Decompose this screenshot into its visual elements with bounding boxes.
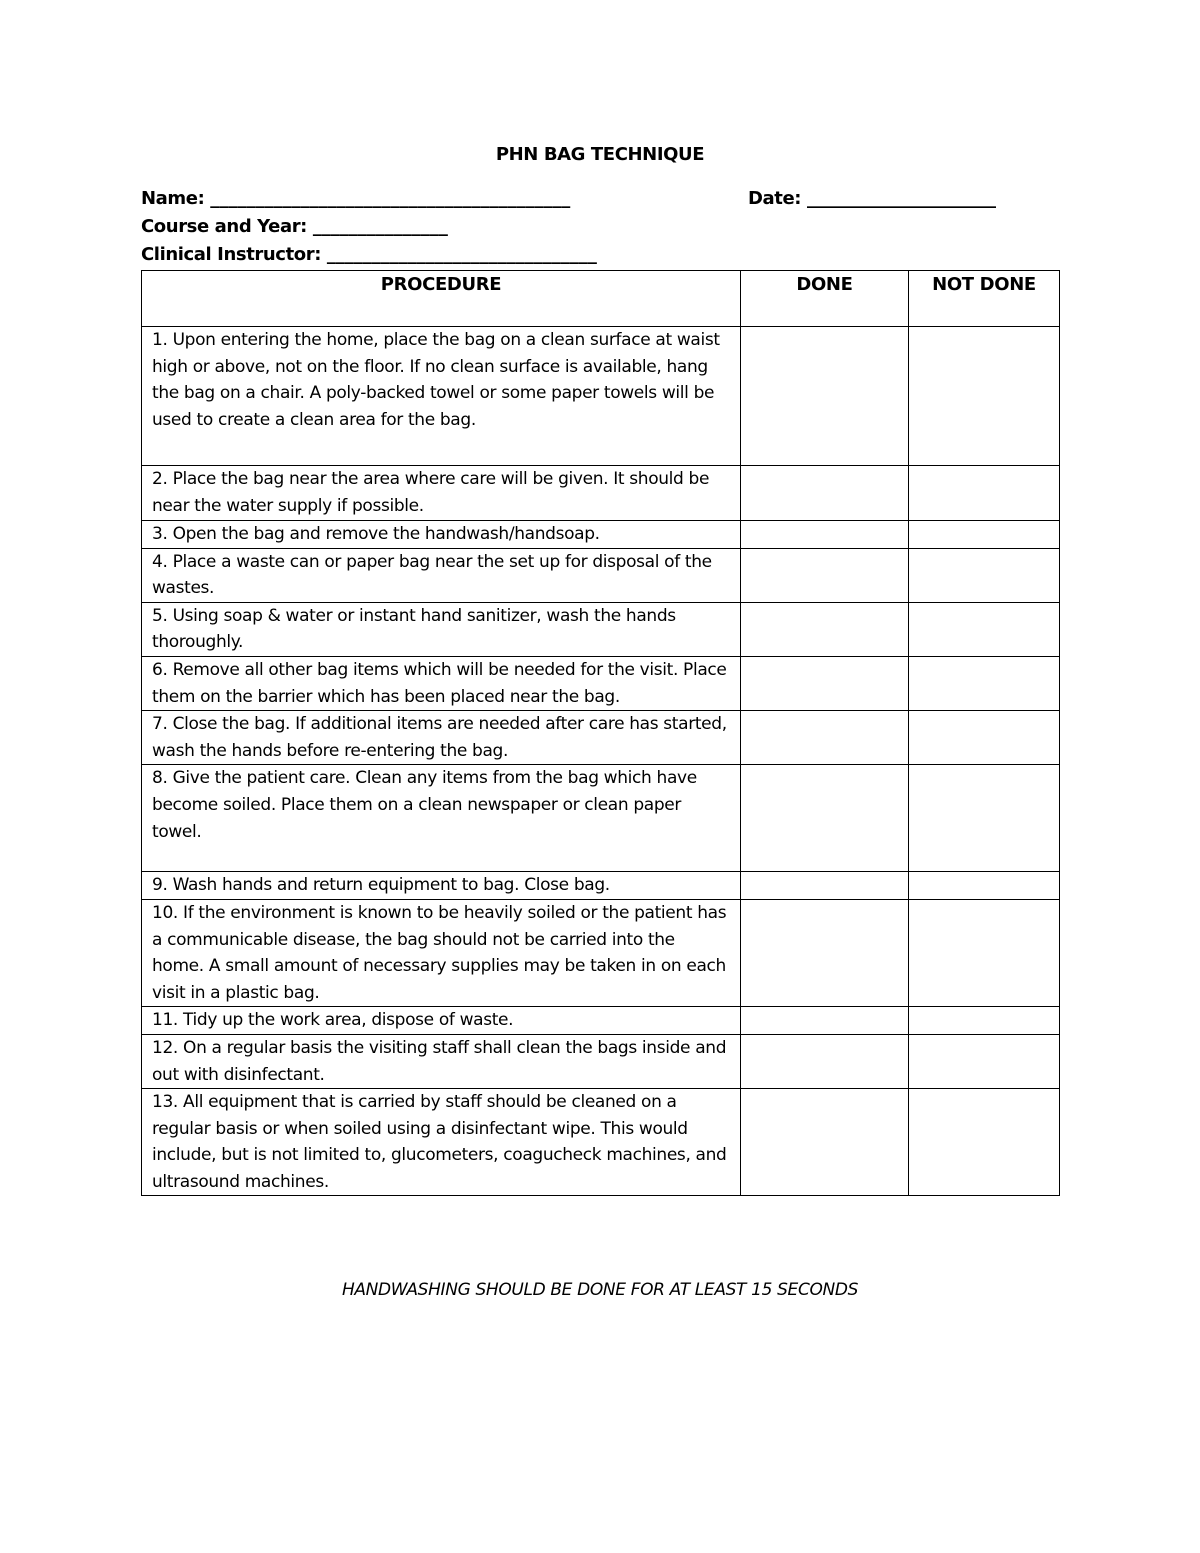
done-cell[interactable] bbox=[741, 711, 909, 765]
header-procedure: PROCEDURE bbox=[142, 271, 741, 327]
done-cell[interactable] bbox=[741, 765, 909, 872]
done-cell[interactable] bbox=[741, 656, 909, 710]
done-cell[interactable] bbox=[741, 548, 909, 602]
done-cell[interactable] bbox=[741, 466, 909, 521]
done-cell[interactable] bbox=[741, 1089, 909, 1196]
done-cell[interactable] bbox=[741, 327, 909, 466]
procedure-step: 10. If the environment is known to be heavily soiled or the patient has a communicable disease, the bag should not be carried into the home. A small amount of necessary supplies may be taken in on each visit in a plastic bag. bbox=[142, 899, 741, 1006]
done-cell[interactable] bbox=[741, 1007, 909, 1035]
not-done-cell[interactable] bbox=[909, 1007, 1060, 1035]
clinical-instructor-blank: ______________________________ bbox=[326, 244, 597, 265]
table-row bbox=[142, 327, 1060, 466]
procedure-checklist-table bbox=[141, 270, 1060, 1196]
not-done-cell[interactable] bbox=[909, 548, 1060, 602]
not-done-cell[interactable] bbox=[909, 1034, 1060, 1088]
procedure-step: 5. Using soap & water or instant hand sanitizer, wash the hands thoroughly. bbox=[142, 602, 741, 656]
procedure-step: 13. All equipment that is carried by staff should be cleaned on a regular basis or when soiled using a disinfectant wipe. This would include, but is not limited to, glucometers, coagucheck machines, and ultrasound machines. bbox=[142, 1089, 741, 1196]
table-row bbox=[142, 548, 1060, 602]
clinical-instructor-field bbox=[141, 244, 597, 266]
table-row bbox=[142, 466, 1060, 521]
not-done-cell[interactable] bbox=[909, 899, 1060, 1006]
date-field bbox=[748, 188, 996, 210]
procedure-step: 3. Open the bag and remove the handwash/handsoap. bbox=[142, 521, 741, 549]
procedure-step: 4. Place a waste can or paper bag near the set up for disposal of the wastes. bbox=[142, 548, 741, 602]
procedure-step: 2. Place the bag near the area where care will be given. It should be near the water supply if possible. bbox=[142, 466, 741, 521]
table-row bbox=[142, 1007, 1060, 1035]
done-cell[interactable] bbox=[741, 872, 909, 900]
not-done-cell[interactable] bbox=[909, 327, 1060, 466]
name-field bbox=[141, 188, 570, 210]
table-row bbox=[142, 602, 1060, 656]
procedure-step: 9. Wash hands and return equipment to bag. Close bag. bbox=[142, 872, 741, 900]
done-cell[interactable] bbox=[741, 1034, 909, 1088]
table-row bbox=[142, 899, 1060, 1006]
table-row bbox=[142, 521, 1060, 549]
table-row bbox=[142, 711, 1060, 765]
header-done: DONE bbox=[741, 271, 909, 327]
header-not-done: NOT DONE bbox=[909, 271, 1060, 327]
name-label: Name: bbox=[141, 188, 205, 209]
date-blank: _____________________ bbox=[806, 188, 996, 209]
not-done-cell[interactable] bbox=[909, 656, 1060, 710]
table-row bbox=[142, 656, 1060, 710]
procedure-step: 11. Tidy up the work area, dispose of waste. bbox=[142, 1007, 741, 1035]
table-header-row bbox=[142, 271, 1060, 327]
procedure-step: 7. Close the bag. If additional items are needed after care has started, wash the hands before re-entering the bag. bbox=[142, 711, 741, 765]
table-row bbox=[142, 765, 1060, 872]
course-year-field bbox=[141, 216, 448, 238]
not-done-cell[interactable] bbox=[909, 765, 1060, 872]
name-blank: ________________________________________ bbox=[210, 188, 571, 209]
handwashing-note: HANDWASHING SHOULD BE DONE FOR AT LEAST 15 SECONDS bbox=[341, 1280, 859, 1300]
course-year-blank: _______________ bbox=[312, 216, 448, 237]
not-done-cell[interactable] bbox=[909, 1089, 1060, 1196]
table-row bbox=[142, 1089, 1060, 1196]
table-row bbox=[142, 1034, 1060, 1088]
done-cell[interactable] bbox=[741, 521, 909, 549]
procedure-step: 12. On a regular basis the visiting staff shall clean the bags inside and out with disinfectant. bbox=[142, 1034, 741, 1088]
not-done-cell[interactable] bbox=[909, 602, 1060, 656]
procedure-step: 6. Remove all other bag items which will be needed for the visit. Place them on the barrier which has been placed near the bag. bbox=[142, 656, 741, 710]
done-cell[interactable] bbox=[741, 899, 909, 1006]
page-title: PHN BAG TECHNIQUE bbox=[495, 144, 705, 165]
date-label: Date: bbox=[748, 188, 802, 209]
clinical-instructor-label: Clinical Instructor: bbox=[141, 244, 322, 265]
not-done-cell[interactable] bbox=[909, 466, 1060, 521]
not-done-cell[interactable] bbox=[909, 872, 1060, 900]
done-cell[interactable] bbox=[741, 602, 909, 656]
course-year-label: Course and Year: bbox=[141, 216, 307, 237]
procedure-step: 1. Upon entering the home, place the bag on a clean surface at waist high or above, not on the floor. If no clean surface is available, hang the bag on a chair. A poly-backed towel or some paper towels will be used to create a clean area for the bag. bbox=[142, 327, 741, 466]
not-done-cell[interactable] bbox=[909, 521, 1060, 549]
procedure-step: 8. Give the patient care. Clean any items from the bag which have become soiled. Place them on a clean newspaper or clean paper towel. bbox=[142, 765, 741, 872]
table-row bbox=[142, 872, 1060, 900]
not-done-cell[interactable] bbox=[909, 711, 1060, 765]
